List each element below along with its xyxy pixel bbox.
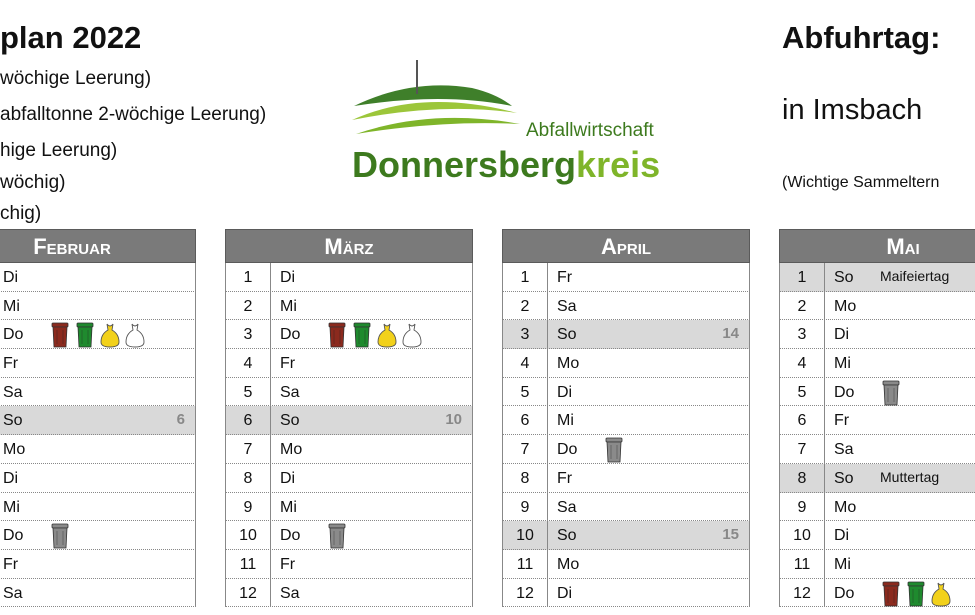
calendar-row [0,320,196,349]
month-rows [502,263,750,607]
weekday: Mo [557,355,580,373]
weekday: Di [280,269,296,286]
day-number: 4 [520,355,530,373]
day-number: 2 [243,297,253,315]
column-divider [824,378,825,406]
calendar-row [779,550,975,579]
weekday: Mi [3,297,20,315]
day-number: 8 [797,469,807,487]
calendar-row [779,521,975,550]
calendar-row [779,464,975,493]
calendar-row [502,292,750,321]
yellow-bag-icon [930,581,952,607]
location-label: in Imsbach [782,94,923,126]
weekday: So [834,269,854,286]
calendar-row [0,550,196,579]
legend-line: abfalltonne 2-wöchige Leerung) [0,104,267,125]
weekday: Mi [834,555,851,573]
column-divider [824,349,825,377]
calendar-row [779,263,975,292]
month-march [225,229,473,607]
month-may [779,229,975,607]
legend-line: wöchige Leerung) [0,68,152,89]
calendar-row [225,579,473,608]
day-number: 9 [797,498,807,516]
weekday: So [834,469,854,487]
calendar-row [0,349,196,378]
day-number: 2 [520,297,530,315]
grey-bin-icon [49,523,71,549]
weekday: Di [3,469,19,487]
calendar-row [779,349,975,378]
weekday: Do [3,527,24,545]
day-number: 1 [520,269,530,286]
column-divider [547,493,548,521]
calendar-row [0,464,196,493]
collection-icons [49,322,146,348]
calendar-row [225,521,473,550]
weekday: Mo [280,441,303,459]
day-number: 1 [797,269,807,286]
calendar-row [502,464,750,493]
weekday: Sa [557,297,577,315]
red-bin-icon [880,581,902,607]
weekday: Mi [834,355,851,373]
calendar-row [225,464,473,493]
column-divider [270,579,271,607]
calendar-row [502,493,750,522]
column-divider [270,263,271,291]
day-number: 7 [243,441,253,459]
calendar-row [225,292,473,321]
column-divider [547,378,548,406]
grey-bin-icon [880,380,902,406]
day-number: 12 [239,584,257,602]
calendar-row [0,263,196,292]
day-number: 11 [516,555,534,573]
weekday: Mi [280,498,297,516]
weekday: Mi [280,297,297,315]
weekday: Fr [3,355,19,373]
calendar-row [225,550,473,579]
collection-icons [326,523,348,549]
column-divider [270,521,271,549]
column-divider [547,320,548,348]
month-header: März [225,229,473,263]
weekday: Sa [280,584,300,602]
column-divider [270,349,271,377]
weekday: Mo [3,441,26,459]
calendar-row [225,406,473,435]
weekday: Mo [834,498,857,516]
weekday: Di [557,383,573,401]
day-number: 7 [797,441,807,459]
calendar-row [779,493,975,522]
calendar-row [225,263,473,292]
day-number: 9 [520,498,530,516]
day-number: 8 [243,469,253,487]
collection-icons [326,322,423,348]
collection-icons [880,380,902,406]
dates-note: (Wichtige Sammeltern [782,174,940,191]
weekday: Di [834,527,850,545]
column-divider [547,406,548,434]
weekday: So [280,412,300,430]
weekday: Sa [834,441,854,459]
red-bin-icon [326,322,348,348]
calendar-row [502,579,750,608]
weekday: So [557,326,577,344]
calendar-row [502,349,750,378]
column-divider [824,550,825,578]
white-bag-icon [401,322,423,348]
weekday: Sa [557,498,577,516]
day-number: 10 [516,527,534,545]
calendar-row [502,263,750,292]
column-divider [824,464,825,492]
calendar-row [502,435,750,464]
weekday: Di [557,584,573,602]
day-number: 4 [797,355,807,373]
column-divider [270,493,271,521]
day-number: 3 [243,326,253,344]
calendar-row [0,493,196,522]
weekday: Mi [3,498,20,516]
calendar-row [0,378,196,407]
grey-bin-icon [326,523,348,549]
weekday: Fr [280,555,296,573]
weekday: Fr [834,412,850,430]
collection-icons [603,437,625,463]
day-number: 5 [797,383,807,401]
calendar-row [502,406,750,435]
logo-subtitle: Abfallwirtschaft [526,120,654,141]
weekday: Fr [557,269,573,286]
calendar-row [779,292,975,321]
column-divider [547,292,548,320]
weekday: Mo [557,555,580,573]
week-number: 10 [445,411,462,429]
calendar-row [502,521,750,550]
day-number: 11 [239,555,257,573]
weekday: Sa [280,383,300,401]
calendar-row [225,378,473,407]
weekday: Do [557,441,578,459]
month-header: April [502,229,750,263]
calendar-row [0,521,196,550]
legend-line: wöchig) [0,172,66,193]
column-divider [547,550,548,578]
week-number: 14 [722,325,739,343]
legend-line: hige Leerung) [0,140,118,161]
district-logo [352,58,522,143]
weekday: Di [834,326,850,344]
weekday: Fr [3,555,19,573]
weekday: Di [280,469,296,487]
hill-logo-icon [352,58,522,138]
weekday: Sa [3,383,23,401]
calendar-row [225,435,473,464]
day-number: 1 [243,269,253,286]
legend-line: chig) [0,203,42,224]
collection-day-title: Abfuhrtag: [782,20,941,55]
white-bag-icon [124,322,146,348]
column-divider [547,435,548,463]
red-bin-icon [49,322,71,348]
day-number: 9 [243,498,253,516]
logo-name-part2: kreis [576,144,661,185]
day-number: 11 [793,555,811,573]
calendar-row [225,493,473,522]
calendar-row [502,378,750,407]
weekday: Di [3,269,19,286]
logo-name [352,144,660,186]
day-number: 2 [797,297,807,315]
column-divider [547,521,548,549]
column-divider [270,464,271,492]
day-number: 10 [239,527,257,545]
column-divider [270,406,271,434]
weekday: Sa [3,584,23,602]
holiday-label: Maifeiertag [880,268,950,284]
calendar-row [0,435,196,464]
column-divider [270,435,271,463]
weekday: Do [3,326,24,344]
month-rows [779,263,975,607]
day-number: 4 [243,355,253,373]
week-number: 6 [176,411,185,429]
column-divider [547,579,548,607]
column-divider [270,320,271,348]
column-divider [824,521,825,549]
day-number: 7 [520,441,530,459]
column-divider [547,263,548,291]
column-divider [270,550,271,578]
yellow-bag-icon [376,322,398,348]
weekday: Fr [280,355,296,373]
day-number: 5 [243,383,253,401]
month-rows [225,263,473,607]
column-divider [824,320,825,348]
calendar-row [0,292,196,321]
column-divider [270,378,271,406]
page-title: plan 2022 [0,20,142,55]
calendar-row [779,320,975,349]
day-number: 3 [520,326,530,344]
day-number: 12 [516,584,534,602]
holiday-label: Muttertag [880,468,940,485]
weekday: So [3,412,23,430]
month-header: Mai [779,229,975,263]
green-bin-icon [905,581,927,607]
weekday: Do [834,383,855,401]
calendar-row [779,579,975,608]
day-number: 5 [520,383,530,401]
column-divider [824,435,825,463]
weekday: Do [280,527,301,545]
calendar-row [225,349,473,378]
weekday: Mo [834,297,857,315]
calendar-row [779,378,975,407]
column-divider [824,292,825,320]
month-rows [0,263,196,607]
column-divider [824,579,825,607]
calendar-row [0,579,196,608]
column-divider [824,406,825,434]
week-number: 15 [722,526,739,544]
month-header: Februar [0,229,196,263]
green-bin-icon [74,322,96,348]
weekday: Fr [557,469,573,487]
month-april [502,229,750,607]
weekday: Do [280,326,301,344]
column-divider [270,292,271,320]
weekday: So [557,527,577,545]
collection-icons [49,523,71,549]
column-divider [547,349,548,377]
column-divider [824,493,825,521]
calendar-row [779,406,975,435]
calendar-row [0,406,196,435]
day-number: 12 [793,584,811,602]
day-number: 10 [793,527,811,545]
yellow-bag-icon [99,322,121,348]
column-divider [824,263,825,291]
day-number: 3 [797,326,807,344]
column-divider [547,464,548,492]
collection-icons [880,581,952,607]
weekday: Mi [557,412,574,430]
weekday: Do [834,584,855,602]
green-bin-icon [351,322,373,348]
grey-bin-icon [603,437,625,463]
calendar-row [502,320,750,349]
calendar-row [225,320,473,349]
logo-name-part1: Donnersberg [352,144,577,185]
month-february [0,229,196,607]
day-number: 6 [520,412,530,430]
day-number: 6 [797,412,807,430]
calendar-row [779,435,975,464]
day-number: 8 [520,469,530,487]
calendar-row [502,550,750,579]
day-number: 6 [243,412,253,430]
